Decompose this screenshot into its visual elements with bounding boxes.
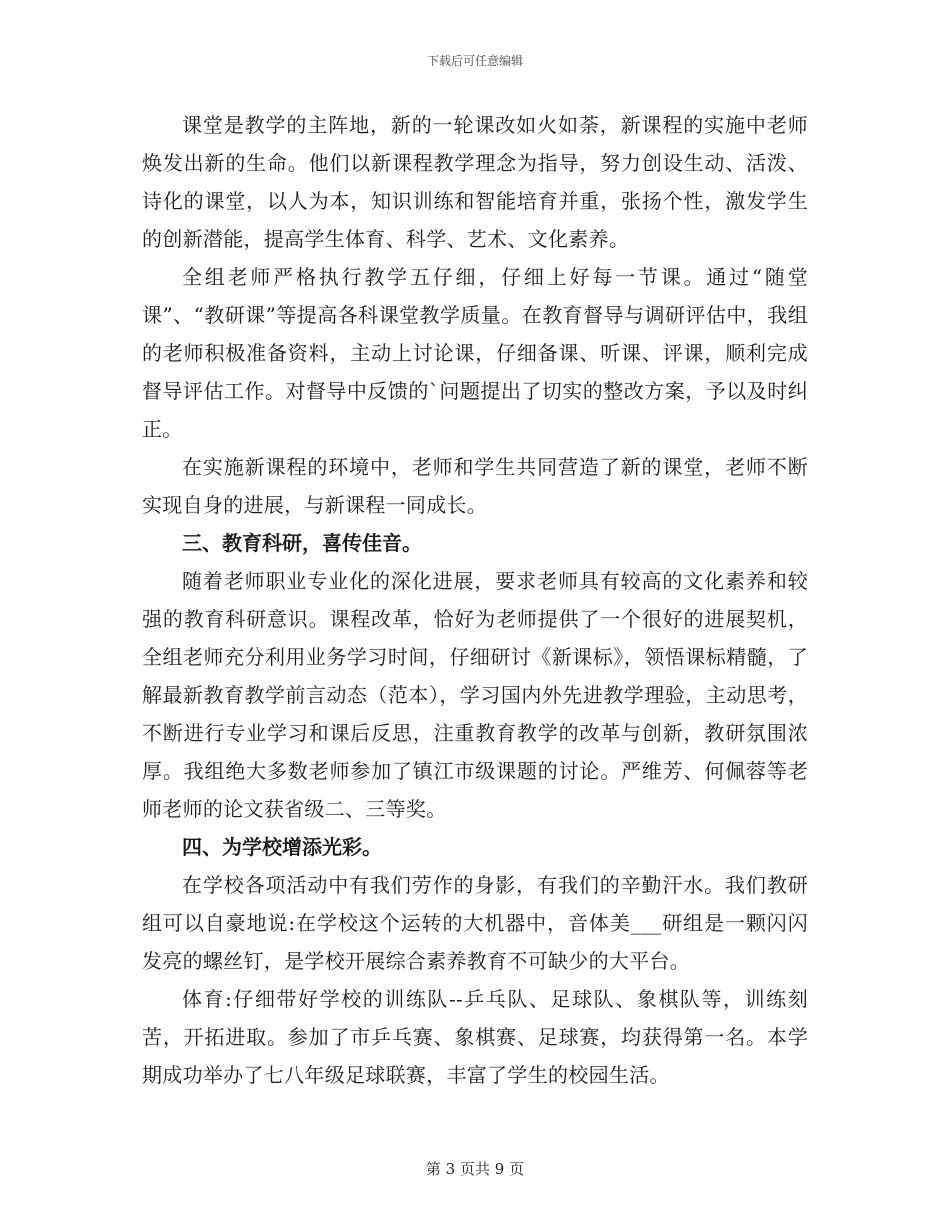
section-heading-research: 三、教育科研，喜传佳音。	[182, 531, 422, 555]
paragraph-new-curriculum: 在实施新课程的环境中，老师和学生共同营造了新的课堂，老师不断实现自身的进展，与新课程一同成长。	[142, 455, 808, 517]
section-heading-school: 四、为学校增添光彩。	[182, 835, 382, 859]
paragraph-classroom: 课堂是教学的主阵地，新的一轮课改如火如荼，新课程的实施中老师焕发出新的生命。他们以新课程教学理念为指导，努力创设生动、活泼、诗化的课堂，以人为本，知识训练和智能培育并重，张扬个性，激发学生的创新潜能，提高学生体育、科学、艺术、文化素养。	[142, 113, 808, 251]
page-header: 下载后可任意编辑	[426, 54, 523, 68]
paragraph-sports: 体育:仔细带好学校的训练队--乒乓队、足球队、象棋队等，训练刻苦，开拓进取。参加了市乒乓赛、象棋赛、足球赛，均获得第一名。本学期成功举办了七八年级足球联赛，丰富了学生的校园生活。	[142, 987, 808, 1087]
paragraph-research: 随着老师职业专业化的深化进展，要求老师具有较高的文化素养和较强的教育科研意识。课程改革，恰好为老师提供了一个很好的进展契机，全组老师充分利用业务学习时间，仔细研讨《新课标》，领悟课标精髓，了解最新教育教学前言动态（范本），学习国内外先进教学理验，主动思考，不断进行专业学习和课后反思，注重教育教学的改革与创新，教研氛围浓厚。我组绝大多数老师参加了镇江市级课题的讨论。严维芳、何佩蓉等老师老师的论文获省级二、三等奖。	[142, 569, 808, 821]
page-footer: 第 3 页共 9 页	[425, 1160, 525, 1178]
document-body	[142, 106, 808, 1094]
paragraph-teaching: 全组老师严格执行教学五仔细，仔细上好每一节课。通过“随堂课”、“教研课”等提高各科课堂教学质量。在教育督导与调研评估中，我组的老师积极准备资料，主动上讨论课，仔细备课、听课、评课，顺利完成督导评估工作。对督导中反馈的`问题提出了切实的整改方案，予以及时纠正。	[142, 265, 808, 441]
paragraph-activities: 在学校各项活动中有我们劳作的身影，有我们的辛勤汗水。我们教研组可以自豪地说:在学校这个运转的大机器中，音体美___研组是一颗闪闪发亮的螺丝钉，是学校开展综合素养教育不可缺少的大平台。	[142, 873, 808, 973]
